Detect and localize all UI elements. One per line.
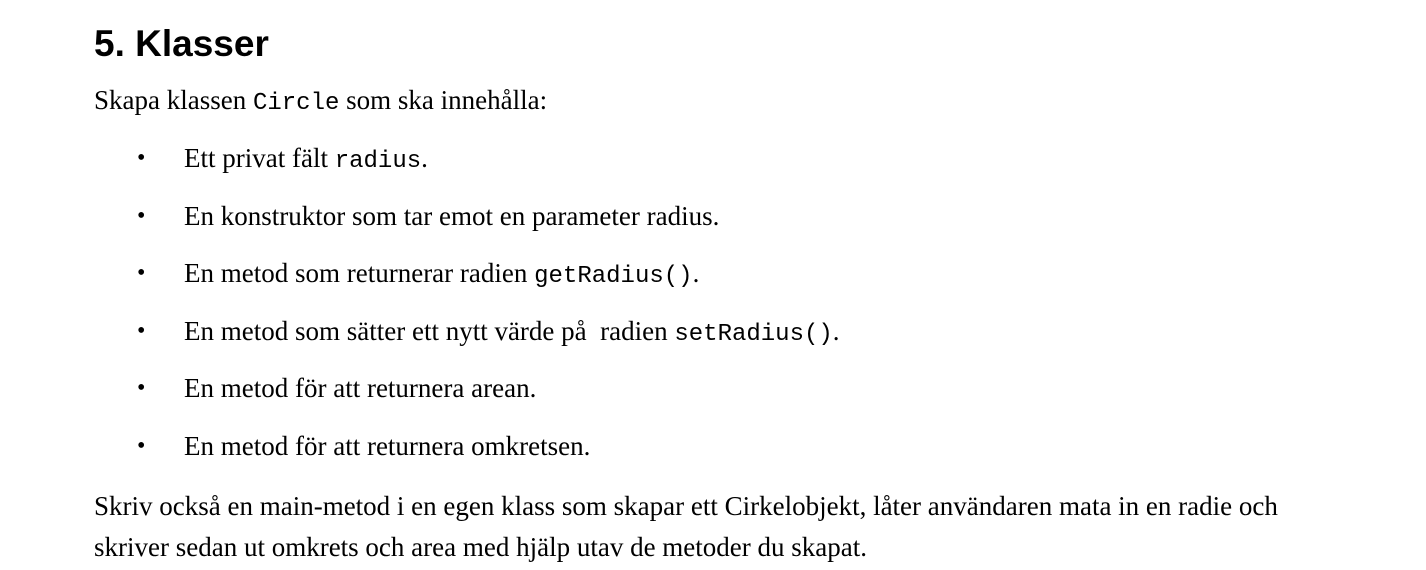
list-item-text: En metod för att returnera arean. xyxy=(184,373,537,404)
list-item-content xyxy=(184,198,719,238)
list-item xyxy=(94,255,1394,313)
requirements-list xyxy=(94,140,1394,486)
list-item-content xyxy=(184,140,428,180)
list-item-text: En metod för att returnera omkretsen. xyxy=(184,430,591,461)
outro-paragraph: Skriv också en main-metod i en egen klass som skapar ett Cirkelobjekt, låter användaren mata in en radie och skriver sedan ut omkrets och area med hjälp utav de metoder du skapat. xyxy=(94,491,1278,562)
list-item xyxy=(94,428,1394,486)
list-item-text: En metod som sätter ett nytt värde på radien xyxy=(184,315,675,346)
list-item-suffix: . xyxy=(421,143,428,173)
section-heading: 5. Klasser xyxy=(94,23,269,64)
list-item-content xyxy=(184,255,699,295)
list-item-text: En metod som returnerar radien xyxy=(184,258,535,289)
intro-text-before: Skapa klassen xyxy=(94,85,253,115)
list-item-content xyxy=(184,370,536,410)
list-item-suffix: . xyxy=(692,258,700,289)
list-item-text: En konstruktor som tar emot en parameter radius. xyxy=(184,200,720,231)
list-item xyxy=(94,198,1394,256)
list-item-code: radius xyxy=(334,148,422,175)
intro-code-class-name: Circle xyxy=(252,90,340,117)
list-item-code: getRadius() xyxy=(534,263,693,291)
list-item xyxy=(94,140,1394,198)
bullet-icon: • xyxy=(137,375,146,402)
list-item xyxy=(94,370,1394,428)
list-item-text: Ett privat fält xyxy=(184,143,335,173)
list-item xyxy=(94,313,1394,371)
list-item-content xyxy=(184,313,840,353)
bullet-icon: • xyxy=(137,145,146,171)
bullet-icon: • xyxy=(137,202,146,229)
list-item-suffix: . xyxy=(832,315,840,346)
intro-text-after: som ska innehålla: xyxy=(339,85,548,115)
list-item-content xyxy=(184,428,590,468)
bullet-icon: • xyxy=(137,260,146,287)
intro-paragraph xyxy=(94,82,547,122)
list-item-code: setRadius() xyxy=(674,320,833,348)
bullet-icon: • xyxy=(137,432,146,459)
bullet-icon: • xyxy=(137,317,146,344)
